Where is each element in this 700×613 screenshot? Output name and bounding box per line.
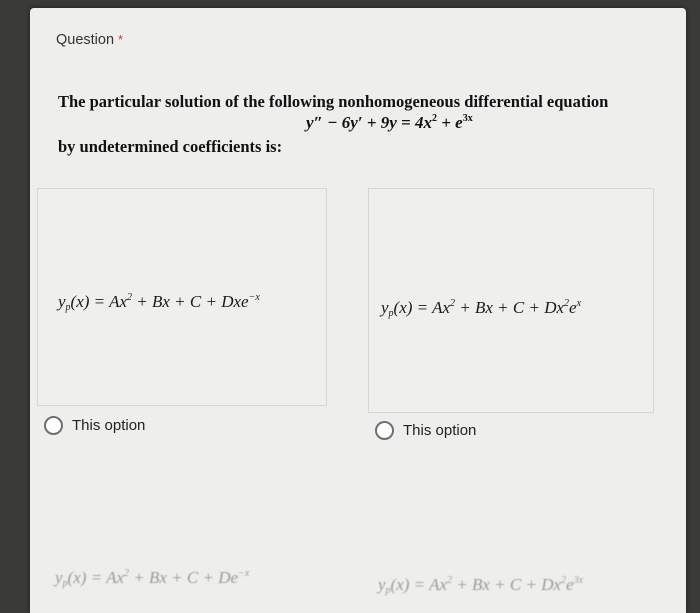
option-a-e-exp: −x <box>248 292 260 303</box>
option-d-sub: p <box>385 585 391 596</box>
option-c-x-exp: 2 <box>124 568 130 579</box>
question-label <box>56 32 123 48</box>
option-b-rest: + Bx + C + Dx <box>455 298 565 317</box>
option-c-mid: (x) = Ax <box>67 568 125 587</box>
option-b-y: y <box>381 298 389 317</box>
option-a-label[interactable]: This option <box>72 417 146 434</box>
radio-circle-icon[interactable] <box>44 416 63 435</box>
equation-e: + e <box>436 113 463 132</box>
question-text-line1: The particular solution of the following nonhomogeneous differential equation <box>58 92 609 111</box>
option-d-rest: + Bx + C + Dx <box>452 575 562 594</box>
option-a-box[interactable] <box>37 188 327 406</box>
equation-e-exponent: 3x <box>462 113 473 124</box>
option-d-y: y <box>378 575 386 594</box>
required-asterisk: * <box>118 32 124 47</box>
option-a-radio[interactable] <box>44 416 145 435</box>
option-b-x-exp2: 2 <box>564 298 570 309</box>
option-a-mid: (x) = Ax <box>70 292 128 311</box>
option-d-mid: (x) = Ax <box>390 575 448 594</box>
option-c-formula[interactable] <box>55 568 249 589</box>
option-b-mid: (x) = Ax <box>393 298 451 317</box>
option-d-e-exp: 3x <box>573 575 584 586</box>
option-a-y: y <box>58 292 66 311</box>
option-b-label[interactable]: This option <box>403 422 477 439</box>
question-text-line3: by undetermined coefficients is: <box>58 137 283 156</box>
option-b-e-exp: x <box>576 298 582 309</box>
option-d-e: e <box>566 575 574 594</box>
option-c-rest: + Bx + C + De <box>129 568 239 587</box>
option-b-sub: p <box>388 308 394 319</box>
option-b-x-exp: 2 <box>450 298 456 309</box>
option-c-e-exp: −x <box>238 568 250 579</box>
radio-circle-icon[interactable] <box>375 421 394 440</box>
option-a-sub: p <box>65 302 71 313</box>
option-d-x-exp2: 2 <box>561 575 567 586</box>
option-a-x-exp: 2 <box>127 292 133 303</box>
option-a-formula <box>58 292 260 313</box>
differential-equation <box>306 113 473 133</box>
question-label-text: Question <box>56 32 115 48</box>
question-card <box>30 8 686 613</box>
option-c-sub: p <box>62 578 68 589</box>
equation-x-exponent: 2 <box>431 113 437 124</box>
option-b-box[interactable] <box>368 188 654 413</box>
option-c-y: y <box>55 568 63 587</box>
option-b-e: e <box>569 298 577 317</box>
option-b-radio[interactable] <box>375 421 476 440</box>
option-d-formula[interactable] <box>378 575 583 596</box>
option-d-x-exp: 2 <box>447 575 453 586</box>
option-b-formula <box>381 298 581 319</box>
option-a-rest: + Bx + C + Dxe <box>132 292 249 311</box>
equation-lhs: y″ − 6y′ + 9y = 4x <box>306 113 432 132</box>
